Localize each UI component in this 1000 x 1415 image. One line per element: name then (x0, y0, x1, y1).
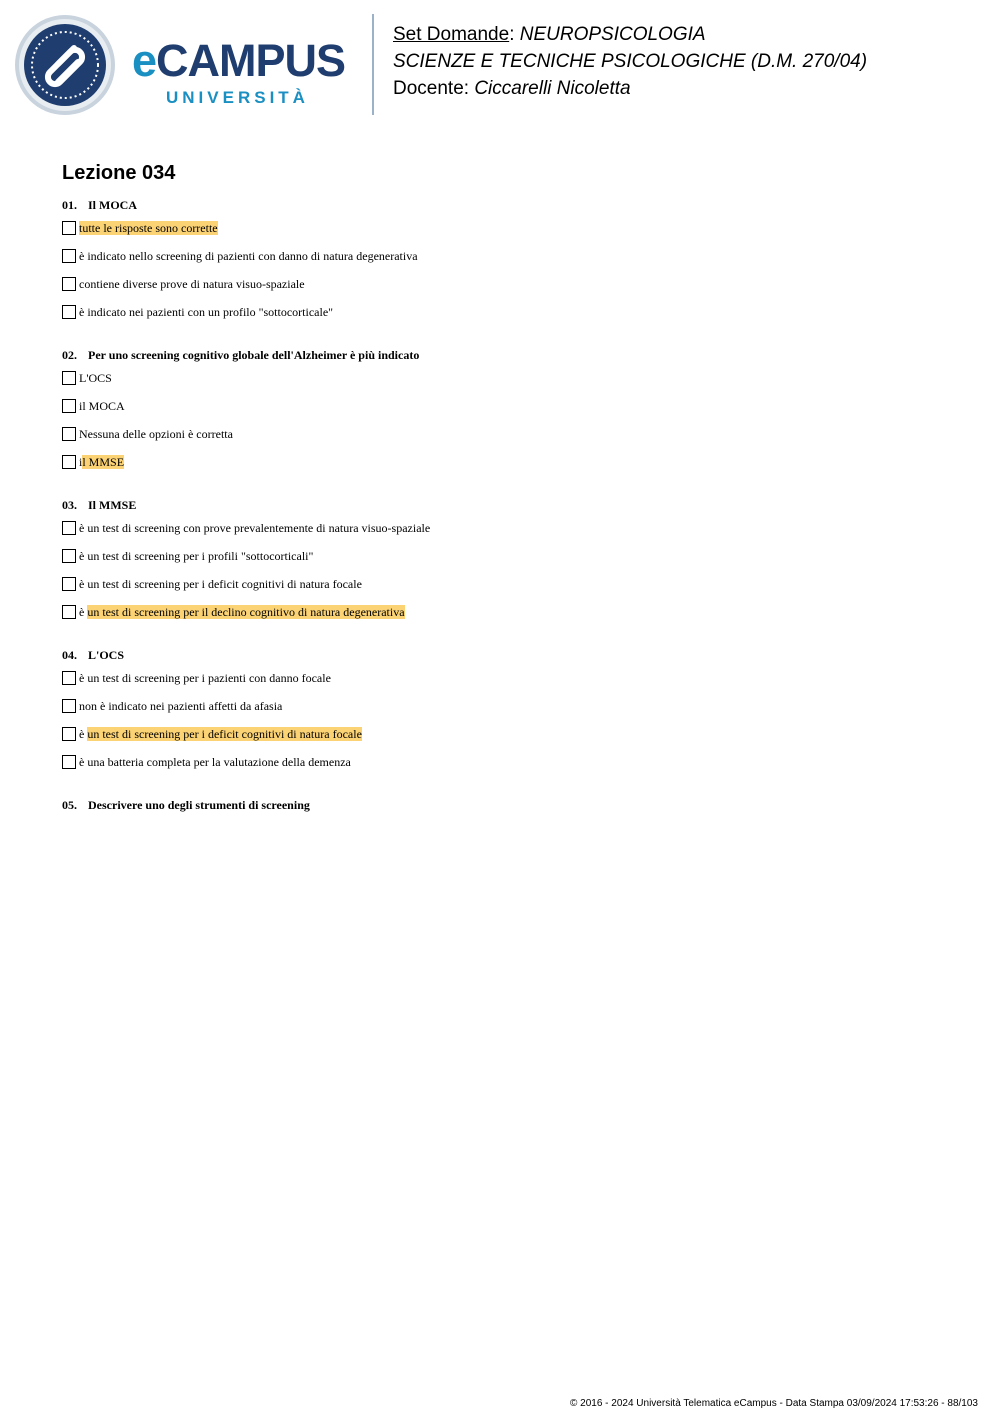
question-spacer (62, 776, 962, 796)
docente-value: Ciccarelli Nicoletta (474, 78, 631, 99)
checkbox[interactable] (62, 455, 76, 469)
question-number: 03. (62, 498, 77, 512)
docente-label: Docente: (393, 78, 470, 99)
answer-option[interactable] (62, 570, 962, 598)
logo-brand-rest: CAMPUS (156, 35, 346, 86)
answer-text: è un test di screening per i pazienti con danno focale (79, 670, 331, 685)
set-value: NEUROPSICOLOGIA (519, 24, 706, 45)
highlighted-answer: tutte le risposte sono corrette (79, 220, 218, 235)
answer-label (79, 455, 124, 470)
answer-label (79, 427, 233, 442)
answer-option[interactable] (62, 720, 962, 748)
set-label: Set Domande (393, 24, 510, 45)
checkbox[interactable] (62, 549, 76, 563)
question-title (62, 646, 962, 664)
answer-label (79, 371, 112, 386)
checkbox[interactable] (62, 699, 76, 713)
answer-option[interactable] (62, 598, 962, 626)
checkbox[interactable] (62, 727, 76, 741)
answer-option[interactable] (62, 214, 962, 242)
answer-option[interactable] (62, 448, 962, 476)
answer-label (79, 305, 333, 320)
checkbox[interactable] (62, 249, 76, 263)
checkbox[interactable] (62, 427, 76, 441)
question-number: 02. (62, 348, 77, 362)
question-number: 01. (62, 198, 77, 212)
checkbox[interactable] (62, 577, 76, 591)
answer-option[interactable] (62, 270, 962, 298)
question-title (62, 196, 962, 214)
answer-label (79, 221, 218, 236)
header-course (393, 48, 867, 75)
answer-label (79, 549, 313, 564)
answer-label (79, 399, 125, 414)
logo-subtitle: UNIVERSITÀ (166, 88, 309, 107)
answer-option[interactable] (62, 664, 962, 692)
page-header (393, 21, 867, 102)
answer-option[interactable] (62, 692, 962, 720)
question-text: Il MMSE (88, 498, 137, 512)
header-set-line: Set Domande: NEUROPSICOLOGIA (393, 24, 706, 45)
answer-label (79, 277, 305, 292)
answer-text: è indicato nello screening di pazienti con danno di natura degenerativa (79, 248, 418, 263)
question-text: Descrivere uno degli strumenti di screening (88, 798, 310, 812)
answer-option[interactable] (62, 392, 962, 420)
question-spacer (62, 626, 962, 646)
logo-brand-e: e (132, 35, 157, 86)
answer-label (79, 727, 362, 742)
question-spacer (62, 476, 962, 496)
answer-option[interactable] (62, 748, 962, 776)
question-number: 04. (62, 648, 77, 662)
answer-label (79, 577, 362, 592)
checkbox[interactable] (62, 755, 76, 769)
highlighted-answer: un test di screening per il declino cognitivo di natura degenerativa (87, 604, 405, 619)
page-footer: © 2016 - 2024 Università Telematica eCampus - Data Stampa 03/09/2024 17:53:26 - 88/103 (570, 1398, 978, 1409)
checkbox[interactable] (62, 521, 76, 535)
answer-text: contiene diverse prove di natura visuo-spaziale (79, 276, 305, 291)
header-divider (372, 14, 374, 115)
answer-option[interactable] (62, 514, 962, 542)
answer-text: è (79, 604, 88, 619)
question-spacer (62, 326, 962, 346)
answer-text: è un test di screening per i profili "sottocorticali" (79, 548, 314, 563)
question-text: Per uno screening cognitivo globale dell'Alzheimer è più indicato (88, 348, 420, 362)
answer-text: è un test di screening con prove prevalentemente di natura visuo-spaziale (79, 520, 431, 535)
answer-text: è indicato nei pazienti con un profilo "sottocorticale" (79, 304, 334, 319)
logo-brand (132, 35, 346, 86)
answer-text: Nessuna delle opzioni è corretta (79, 426, 233, 441)
checkbox[interactable] (62, 305, 76, 319)
course-name: SCIENZE E TECNICHE PSICOLOGICHE (D.M. 270/04) (393, 51, 868, 72)
checkbox[interactable] (62, 671, 76, 685)
answer-text: non è indicato nei pazienti affetti da afasia (79, 698, 283, 713)
checkbox[interactable] (62, 371, 76, 385)
question-number: 05. (62, 798, 77, 812)
answer-text: è un test di screening per i deficit cognitivi di natura focale (79, 576, 362, 591)
question-title (62, 496, 962, 514)
checkbox[interactable] (62, 605, 76, 619)
answer-label (79, 521, 430, 536)
questions-list (62, 196, 962, 814)
lesson-title: Lezione 034 (62, 162, 176, 184)
highlighted-answer: un test di screening per i deficit cognitivi di natura focale (87, 726, 362, 741)
checkbox[interactable] (62, 277, 76, 291)
answer-option[interactable] (62, 542, 962, 570)
checkbox[interactable] (62, 221, 76, 235)
answer-text: è (79, 726, 88, 741)
answer-option[interactable] (62, 298, 962, 326)
answer-label (79, 671, 331, 686)
highlighted-answer: l MMSE (82, 454, 125, 469)
question-title (62, 346, 962, 364)
answer-text: il MOCA (79, 398, 125, 413)
question-text: Il MOCA (88, 198, 137, 212)
answer-label (79, 249, 418, 264)
answer-option[interactable] (62, 242, 962, 270)
header-docente-line (393, 75, 867, 102)
question-text: L'OCS (88, 648, 125, 662)
checkbox[interactable] (62, 399, 76, 413)
question-title (62, 796, 962, 814)
answer-label (79, 699, 282, 714)
answer-option[interactable] (62, 420, 962, 448)
answer-option[interactable] (62, 364, 962, 392)
answer-label (79, 755, 351, 770)
answer-text: L'OCS (79, 370, 112, 385)
answer-text: è una batteria completa per la valutazione della demenza (79, 754, 351, 769)
ecampus-logo (14, 14, 359, 118)
answer-label (79, 605, 405, 620)
answer-text: i (79, 454, 83, 469)
